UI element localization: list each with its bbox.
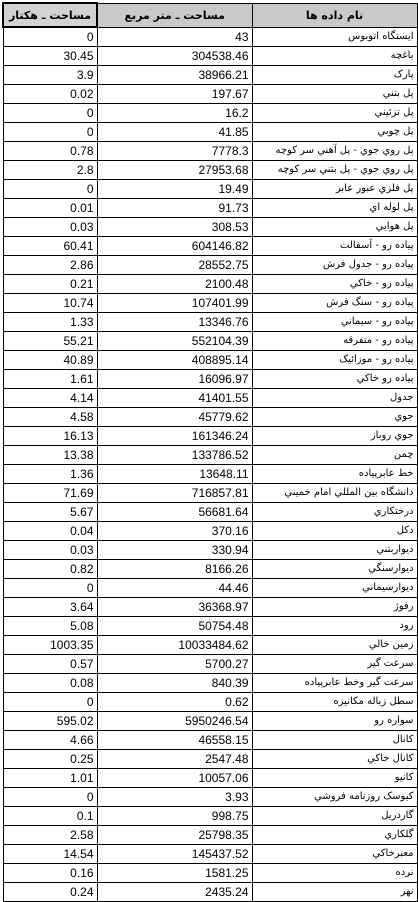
cell-hectare[interactable]: 4.14 bbox=[3, 389, 97, 408]
cell-feature-name[interactable]: پياده رو - آسفالت bbox=[252, 237, 417, 256]
cell-hectare[interactable]: 0 bbox=[3, 180, 97, 199]
cell-square-meter[interactable]: 308.53 bbox=[97, 218, 252, 237]
cell-feature-name[interactable]: دانشگاه بين المللي امام خميني bbox=[252, 484, 417, 503]
cell-square-meter[interactable]: 0.62 bbox=[97, 693, 252, 712]
cell-square-meter[interactable]: 552104.39 bbox=[97, 332, 252, 351]
cell-square-meter[interactable]: 1581.25 bbox=[97, 864, 252, 883]
table-row bbox=[3, 370, 417, 389]
cell-feature-name[interactable]: پارک bbox=[252, 66, 417, 85]
table-row bbox=[3, 826, 417, 845]
cell-feature-name[interactable]: پياده رو - سنگ فرش bbox=[252, 294, 417, 313]
cell-hectare[interactable]: 2.86 bbox=[3, 256, 97, 275]
cell-feature-name[interactable]: سواره رو bbox=[252, 712, 417, 731]
header-row bbox=[3, 3, 417, 27]
cell-hectare[interactable]: 14.54 bbox=[3, 845, 97, 864]
cell-hectare[interactable]: 2.58 bbox=[3, 826, 97, 845]
table-row bbox=[3, 845, 417, 864]
header-square-meter[interactable]: مساحت ـ متر مربع bbox=[97, 3, 252, 27]
cell-hectare[interactable]: 1.33 bbox=[3, 313, 97, 332]
table-row bbox=[3, 389, 417, 408]
table-row bbox=[3, 883, 417, 902]
cell-square-meter[interactable]: 16.2 bbox=[97, 104, 252, 123]
cell-square-meter[interactable]: 2547.48 bbox=[97, 750, 252, 769]
cell-feature-name[interactable]: كانال خاكي bbox=[252, 750, 417, 769]
table-row bbox=[3, 864, 417, 883]
cell-hectare[interactable]: 0.24 bbox=[3, 883, 97, 902]
cell-square-meter[interactable]: 2435.24 bbox=[97, 883, 252, 902]
cell-square-meter[interactable]: 19.49 bbox=[97, 180, 252, 199]
cell-hectare[interactable]: 4.66 bbox=[3, 731, 97, 750]
table-row bbox=[3, 674, 417, 693]
table-row bbox=[3, 142, 417, 161]
cell-feature-name[interactable]: پياده رو - خاكي bbox=[252, 275, 417, 294]
cell-hectare[interactable]: 30.45 bbox=[3, 47, 97, 66]
cell-square-meter[interactable]: 2100.48 bbox=[97, 275, 252, 294]
cell-square-meter[interactable]: 28552.75 bbox=[97, 256, 252, 275]
cell-square-meter[interactable]: 840.39 bbox=[97, 674, 252, 693]
cell-hectare[interactable]: 0 bbox=[3, 27, 97, 47]
cell-square-meter[interactable]: 45779.62 bbox=[97, 408, 252, 427]
cell-hectare[interactable]: 2.8 bbox=[3, 161, 97, 180]
cell-hectare[interactable]: 0.08 bbox=[3, 674, 97, 693]
cell-hectare[interactable]: 55.21 bbox=[3, 332, 97, 351]
table-row bbox=[3, 598, 417, 617]
cell-square-meter[interactable]: 13346.76 bbox=[97, 313, 252, 332]
cell-feature-name[interactable]: پل روي جوي - پل بتني سر كوچه bbox=[252, 161, 417, 180]
cell-hectare[interactable]: 4.58 bbox=[3, 408, 97, 427]
cell-feature-name[interactable]: ايستگاه اتوبوس bbox=[252, 27, 417, 47]
cell-feature-name[interactable]: خط عابرپياده bbox=[252, 465, 417, 484]
header-feature-name[interactable]: نام داده ها bbox=[252, 3, 417, 27]
cell-hectare[interactable]: 0.16 bbox=[3, 864, 97, 883]
cell-feature-name[interactable]: سطل زباله مكانيزه bbox=[252, 693, 417, 712]
cell-square-meter[interactable]: 41401.55 bbox=[97, 389, 252, 408]
cell-hectare[interactable]: 3.9 bbox=[3, 66, 97, 85]
cell-square-meter[interactable]: 44.46 bbox=[97, 579, 252, 598]
table-row bbox=[3, 788, 417, 807]
cell-feature-name[interactable]: ديوارسيماني bbox=[252, 579, 417, 598]
cell-hectare[interactable]: 0.25 bbox=[3, 750, 97, 769]
cell-square-meter[interactable]: 304538.46 bbox=[97, 47, 252, 66]
table-row bbox=[3, 66, 417, 85]
cell-square-meter[interactable]: 197.67 bbox=[97, 85, 252, 104]
cell-square-meter[interactable]: 43 bbox=[97, 27, 252, 47]
table-row bbox=[3, 693, 417, 712]
cell-square-meter[interactable]: 161346.24 bbox=[97, 427, 252, 446]
cell-feature-name[interactable]: معبرخاكي bbox=[252, 845, 417, 864]
cell-feature-name[interactable]: ديواربتني bbox=[252, 541, 417, 560]
cell-hectare[interactable]: 0.02 bbox=[3, 85, 97, 104]
cell-feature-name[interactable]: پياده رو - سيماني bbox=[252, 313, 417, 332]
table-row bbox=[3, 294, 417, 313]
cell-feature-name[interactable]: پياده رو خاكي bbox=[252, 370, 417, 389]
cell-square-meter[interactable]: 7778.3 bbox=[97, 142, 252, 161]
cell-hectare[interactable]: 3.64 bbox=[3, 598, 97, 617]
table-row bbox=[3, 161, 417, 180]
table-row bbox=[3, 712, 417, 731]
cell-hectare[interactable]: 0.82 bbox=[3, 560, 97, 579]
cell-square-meter[interactable]: 370.16 bbox=[97, 522, 252, 541]
table-row bbox=[3, 256, 417, 275]
cell-square-meter[interactable]: 25798.35 bbox=[97, 826, 252, 845]
table-row bbox=[3, 180, 417, 199]
table-row bbox=[3, 85, 417, 104]
cell-hectare[interactable]: 10.74 bbox=[3, 294, 97, 313]
cell-square-meter[interactable]: 27953.68 bbox=[97, 161, 252, 180]
cell-hectare[interactable]: 0.1 bbox=[3, 807, 97, 826]
cell-square-meter[interactable]: 10033484.62 bbox=[97, 636, 252, 655]
table-row bbox=[3, 47, 417, 66]
cell-feature-name[interactable]: پل فلزي عبور عابر bbox=[252, 180, 417, 199]
table-row bbox=[3, 807, 417, 826]
cell-feature-name[interactable]: باغچه bbox=[252, 47, 417, 66]
cell-hectare[interactable]: 0.03 bbox=[3, 218, 97, 237]
cell-feature-name[interactable]: درختكاري bbox=[252, 503, 417, 522]
cell-feature-name[interactable]: رفوژ bbox=[252, 598, 417, 617]
table-row bbox=[3, 503, 417, 522]
cell-square-meter[interactable]: 330.94 bbox=[97, 541, 252, 560]
cell-hectare[interactable]: 0.21 bbox=[3, 275, 97, 294]
cell-feature-name[interactable]: رود bbox=[252, 617, 417, 636]
cell-square-meter[interactable]: 145437.52 bbox=[97, 845, 252, 864]
cell-feature-name[interactable]: سرعت گير وخط عابرپياده bbox=[252, 674, 417, 693]
cell-feature-name[interactable]: سرعت گير bbox=[252, 655, 417, 674]
table-row bbox=[3, 104, 417, 123]
cell-square-meter[interactable]: 91.73 bbox=[97, 199, 252, 218]
cell-square-meter[interactable]: 56681.64 bbox=[97, 503, 252, 522]
cell-hectare[interactable]: 0.57 bbox=[3, 655, 97, 674]
cell-feature-name[interactable]: ديوارسنگي bbox=[252, 560, 417, 579]
table-row bbox=[3, 218, 417, 237]
table-row bbox=[3, 541, 417, 560]
cell-hectare[interactable]: 16.13 bbox=[3, 427, 97, 446]
table-row bbox=[3, 123, 417, 142]
table-row bbox=[3, 408, 417, 427]
cell-feature-name[interactable]: نهر bbox=[252, 883, 417, 902]
cell-feature-name[interactable]: پل تزئيني bbox=[252, 104, 417, 123]
cell-square-meter[interactable]: 5950246.54 bbox=[97, 712, 252, 731]
cell-feature-name[interactable]: چمن bbox=[252, 446, 417, 465]
cell-square-meter[interactable]: 38966.21 bbox=[97, 66, 252, 85]
cell-feature-name[interactable]: پل هوايي bbox=[252, 218, 417, 237]
cell-hectare[interactable]: 0.03 bbox=[3, 541, 97, 560]
cell-feature-name[interactable]: گلكاري bbox=[252, 826, 417, 845]
cell-square-meter[interactable]: 716857.81 bbox=[97, 484, 252, 503]
cell-hectare[interactable]: 5.08 bbox=[3, 617, 97, 636]
cell-square-meter[interactable]: 604146.82 bbox=[97, 237, 252, 256]
cell-feature-name[interactable]: جوي bbox=[252, 408, 417, 427]
cell-feature-name[interactable]: گاردريل bbox=[252, 807, 417, 826]
table-row bbox=[3, 655, 417, 674]
cell-square-meter[interactable]: 46558.15 bbox=[97, 731, 252, 750]
cell-hectare[interactable]: 1.61 bbox=[3, 370, 97, 389]
cell-hectare[interactable]: 0.78 bbox=[3, 142, 97, 161]
table-row bbox=[3, 522, 417, 541]
cell-hectare[interactable]: 1.36 bbox=[3, 465, 97, 484]
table-row bbox=[3, 313, 417, 332]
cell-square-meter[interactable]: 36368.97 bbox=[97, 598, 252, 617]
cell-hectare[interactable]: 0 bbox=[3, 123, 97, 142]
table-row bbox=[3, 769, 417, 788]
table-body bbox=[3, 27, 417, 902]
cell-hectare[interactable]: 0 bbox=[3, 788, 97, 807]
cell-feature-name[interactable]: كيوسک روزنامه فروشي bbox=[252, 788, 417, 807]
cell-hectare[interactable]: 1003.35 bbox=[3, 636, 97, 655]
cell-square-meter[interactable]: 10057.06 bbox=[97, 769, 252, 788]
cell-square-meter[interactable]: 998.75 bbox=[97, 807, 252, 826]
table-row bbox=[3, 560, 417, 579]
table-row bbox=[3, 465, 417, 484]
table-row bbox=[3, 579, 417, 598]
cell-hectare[interactable]: 5.67 bbox=[3, 503, 97, 522]
cell-feature-name[interactable]: پياده رو - موزائيک bbox=[252, 351, 417, 370]
cell-hectare[interactable]: 595.02 bbox=[3, 712, 97, 731]
table-row bbox=[3, 731, 417, 750]
table-row bbox=[3, 750, 417, 769]
cell-feature-name[interactable]: جدول bbox=[252, 389, 417, 408]
cell-feature-name[interactable]: نرده bbox=[252, 864, 417, 883]
cell-feature-name[interactable]: پل بتني bbox=[252, 85, 417, 104]
cell-hectare[interactable]: 40.89 bbox=[3, 351, 97, 370]
cell-hectare[interactable]: 0 bbox=[3, 104, 97, 123]
cell-square-meter[interactable]: 107401.99 bbox=[97, 294, 252, 313]
table-row bbox=[3, 427, 417, 446]
cell-hectare[interactable]: 0 bbox=[3, 693, 97, 712]
cell-hectare[interactable]: 0 bbox=[3, 579, 97, 598]
table-row bbox=[3, 636, 417, 655]
cell-feature-name[interactable]: جوي روباز bbox=[252, 427, 417, 446]
cell-hectare[interactable]: 13.38 bbox=[3, 446, 97, 465]
table-row bbox=[3, 275, 417, 294]
cell-feature-name[interactable]: پياده رو - متفرقه bbox=[252, 332, 417, 351]
cell-square-meter[interactable]: 50754.48 bbox=[97, 617, 252, 636]
table-row bbox=[3, 351, 417, 370]
table-row bbox=[3, 332, 417, 351]
cell-feature-name[interactable]: پل لوله اي bbox=[252, 199, 417, 218]
table-row bbox=[3, 199, 417, 218]
table-row bbox=[3, 237, 417, 256]
table-row bbox=[3, 484, 417, 503]
cell-feature-name[interactable]: كانيو bbox=[252, 769, 417, 788]
table-row bbox=[3, 27, 417, 47]
cell-square-meter[interactable]: 8166.26 bbox=[97, 560, 252, 579]
header-hectare[interactable]: مساحت ـ هكتار bbox=[3, 3, 97, 27]
cell-hectare[interactable]: 71.69 bbox=[3, 484, 97, 503]
cell-hectare[interactable]: 0.04 bbox=[3, 522, 97, 541]
cell-square-meter[interactable]: 3.93 bbox=[97, 788, 252, 807]
cell-feature-name[interactable]: كانال bbox=[252, 731, 417, 750]
cell-feature-name[interactable]: پل روي جوي - پل آهني سر كوچه bbox=[252, 142, 417, 161]
table-row bbox=[3, 617, 417, 636]
cell-feature-name[interactable]: زمين خالي bbox=[252, 636, 417, 655]
cell-feature-name[interactable]: پل چوبي bbox=[252, 123, 417, 142]
cell-hectare[interactable]: 1.01 bbox=[3, 769, 97, 788]
cell-square-meter[interactable]: 408895.14 bbox=[97, 351, 252, 370]
cell-square-meter[interactable]: 13648.11 bbox=[97, 465, 252, 484]
cell-hectare[interactable]: 60.41 bbox=[3, 237, 97, 256]
table-row bbox=[3, 446, 417, 465]
cell-hectare[interactable]: 0.01 bbox=[3, 199, 97, 218]
cell-feature-name[interactable]: دكل bbox=[252, 522, 417, 541]
land-use-area-table bbox=[2, 2, 418, 902]
cell-square-meter[interactable]: 16096.97 bbox=[97, 370, 252, 389]
cell-square-meter[interactable]: 41.85 bbox=[97, 123, 252, 142]
cell-square-meter[interactable]: 133786.52 bbox=[97, 446, 252, 465]
cell-feature-name[interactable]: پياده رو - جدول فرش bbox=[252, 256, 417, 275]
cell-square-meter[interactable]: 5700.27 bbox=[97, 655, 252, 674]
